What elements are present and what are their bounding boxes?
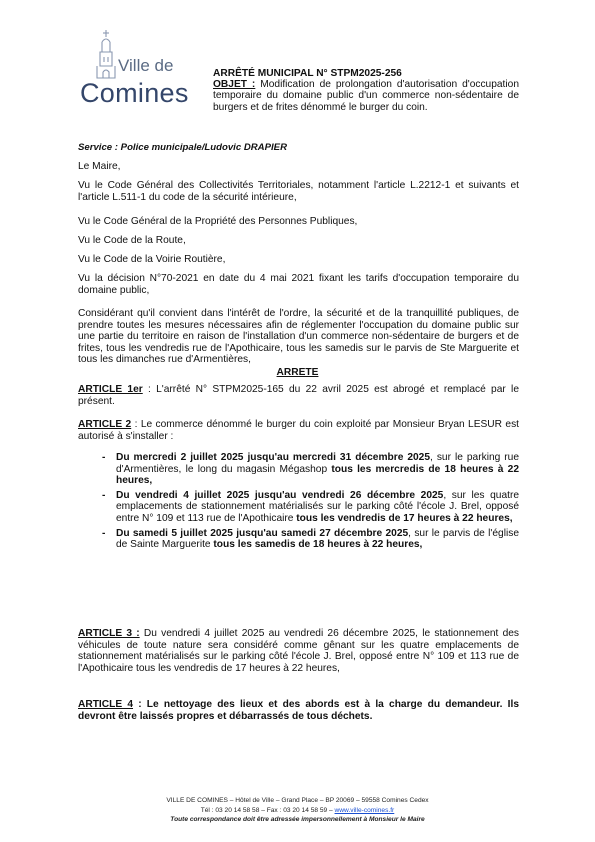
footer-address: VILLE DE COMINES – Hôtel de Ville – Grand Place – BP 20069 – 59558 Comines Cedex — [166, 797, 429, 804]
bullet-location: , sur les quatre emplacements de stationnement matérialisés sur le parking côté l'école J. Brel, opposé entre N° 109 et 113 rue de l'Apothicaire — [116, 489, 519, 524]
bullet-hours: tous les samedis de 18 heures à 22 heures, — [213, 539, 423, 551]
list-item — [100, 490, 519, 525]
bullet-dash: - — [102, 452, 106, 463]
preamble-cgct: Vu le Code Général des Collectivités Territoriales, notamment l'article L.2212-1 et suivants et l'article L.511-1 du code de la sécurité intérieure, — [78, 180, 519, 203]
bullet-dash: - — [102, 489, 106, 501]
bullet-location: , sur le parvis de l'église de Sainte Marguerite — [116, 527, 519, 551]
footer-phone-fax: Tél : 03 20 14 58 58 – Fax : 03 20 14 58 59 – — [200, 806, 335, 814]
footer-contact — [0, 806, 595, 816]
article-3-text: Du vendredi 4 juillet 2025 au vendredi 26 décembre 2025, le stationnement des véhicules de toute nature sera considéré comme gênant sur les quatre emplacements de stationnement matérialisés sur le parking côté l'école J. Brel, opposé entre N° 109 et 113 rue de l'Apothicaire tous les vendredis de 17 heures à 22 heures, — [78, 628, 519, 674]
article-3-label: ARTICLE 3 : — [78, 628, 140, 639]
list-item — [100, 452, 519, 487]
logo-comines-text: Comines — [80, 78, 189, 108]
article-3 — [78, 628, 519, 674]
preamble-code-route: Vu le Code de la Route, — [78, 235, 186, 246]
article-4 — [78, 699, 519, 722]
article-1-text: : L'arrêté N° STPM2025-165 du 22 avril 2025 est abrogé et remplacé par le présent. — [78, 384, 519, 407]
bullet-dates: Du samedi 5 juillet 2025 jusqu'au samedi 27 décembre 2025 — [116, 527, 409, 539]
decree-title: ARRÊTÉ MUNICIPAL N° STPM2025-256 — [213, 68, 402, 79]
preamble-considerant: Considérant qu'il convient dans l'intérêt de l'ordre, la sécurité et de la tranquillité publiques, de prendre toutes les mesures nécessaires afin de réglementer l'occupation du domaine public sur une partie du territoire en raison de l'installation d'un commerce non-sédentaire de burgers et de frites, tous les vendredis rue de l'Apothicaire, tous les samedis sur le parvis de Ste Marguerite et tous les dimanches rue d'Armentières, — [78, 308, 519, 366]
article-4-label: ARTICLE 4 — [78, 699, 134, 710]
list-item — [100, 528, 519, 551]
page-footer — [0, 796, 595, 825]
subject-text: Modification de prolongation d'autorisation d'occupation temporaire du domaine public d'un commerce non-sédentaire de burgers et de frites dénommé le burger du coin. — [213, 79, 519, 113]
article-2 — [78, 419, 519, 442]
arrete-heading: ARRETE — [276, 367, 319, 378]
bullet-dash: - — [102, 527, 106, 539]
article-2-text: : Le commerce dénommé le burger du coin exploité par Monsieur Bryan LESUR est autorisé à s'installer : — [78, 419, 519, 442]
bullet-dates: Du mercredi 2 juillet 2025 jusqu'au mercredi 31 décembre 2025 — [116, 452, 431, 463]
bullet-hours: tous les vendredis de 17 heures à 22 heures, — [296, 512, 513, 524]
bullet-location: , sur le parking rue d'Armentières, le long du magasin Mégashop — [116, 452, 520, 475]
article-2-label: ARTICLE 2 — [78, 419, 132, 430]
article-1-label: ARTICLE 1er — [78, 384, 143, 395]
logo-ville-text: Ville de — [118, 56, 174, 75]
article-1 — [78, 384, 519, 407]
preamble-code-voirie: Vu le Code de la Voirie Routière, — [78, 254, 226, 265]
preamble-decision: Vu la décision N°70-2021 en date du 4 mai 2021 fixant les tarifs d'occupation temporaire du domaine public, — [78, 273, 519, 296]
subject-label: OBJET : — [213, 79, 256, 90]
preamble-cg3p: Vu le Code Général de la Propriété des Personnes Publiques, — [78, 216, 358, 227]
preamble-mayor: Le Maire, — [78, 161, 121, 172]
bullet-hours: tous les mercredis de 18 heures à 22 heures, — [116, 463, 519, 487]
bullet-dates: Du vendredi 4 juillet 2025 jusqu'au vendredi 26 décembre 2025 — [116, 489, 444, 501]
footer-notice: Toute correspondance doit être adressée impersonnellement à Monsieur le Maire — [170, 816, 425, 823]
decree-subject — [213, 79, 519, 113]
article-2-schedule-list — [100, 452, 519, 554]
article-4-text: : Le nettoyage des lieux et des abords est à la charge du demandeur. Ils devront être laissés propres et débarrassés de tous déchets. — [78, 699, 520, 722]
service-line: Service : Police municipale/Ludovic DRAPIER — [78, 142, 287, 153]
footer-website-link[interactable]: www.ville-comines.fr — [334, 806, 395, 814]
